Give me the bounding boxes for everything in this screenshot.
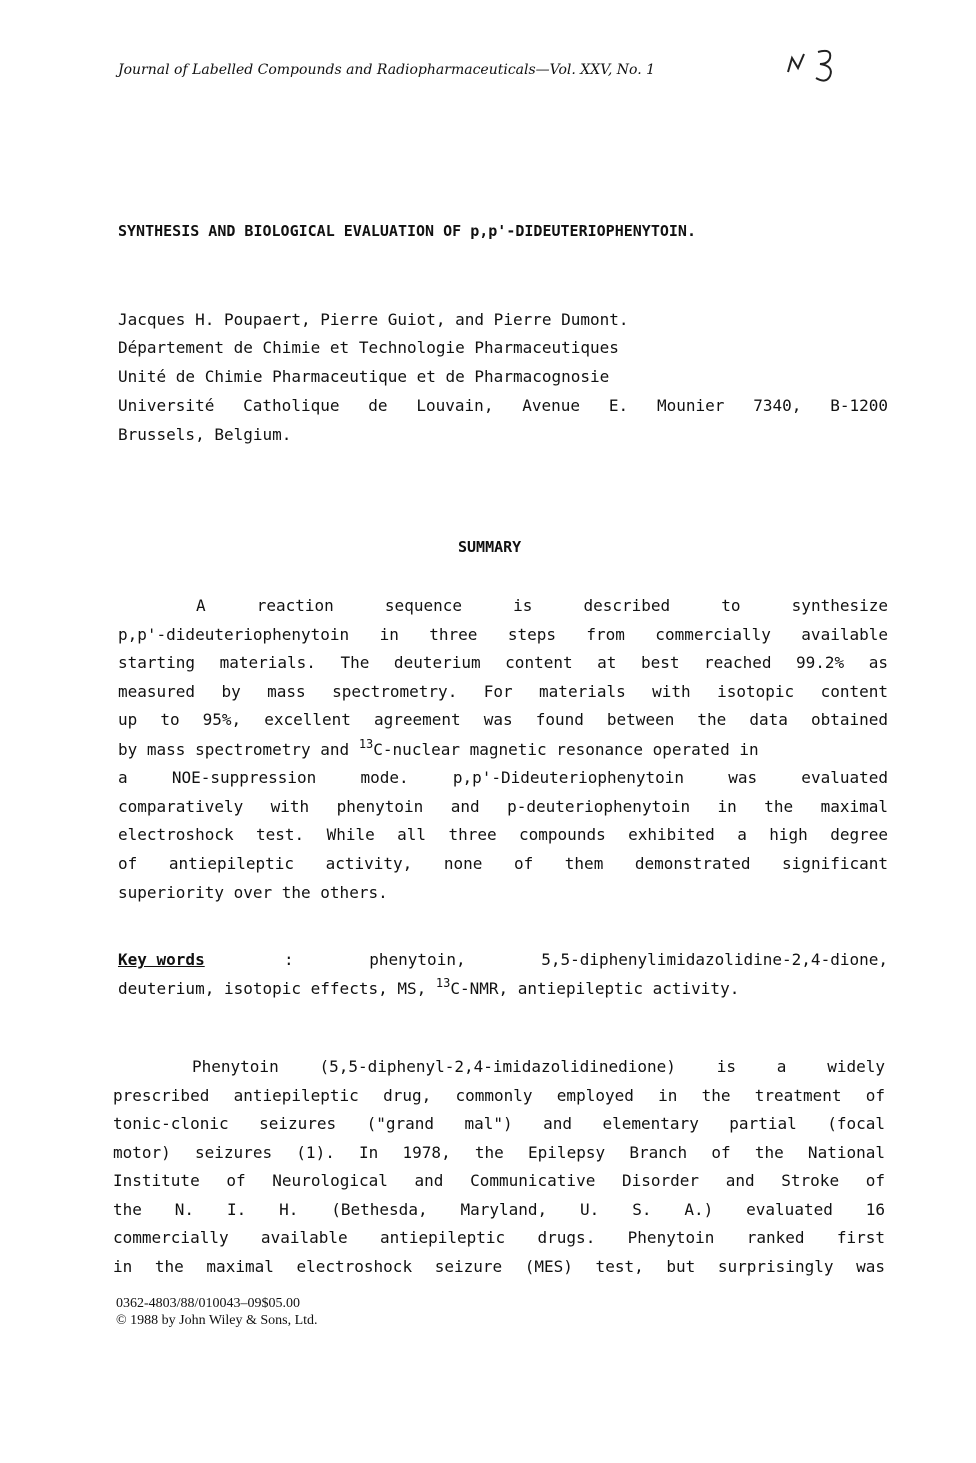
keywords-label: Key words [118,950,205,969]
summary-line: up to 95%, excellent agreement was found between the data obtained [118,710,888,729]
summary-line: a NOE-suppression mode. p,p'-Dideuteriophenytoin was evaluated [118,768,888,787]
body-line: the N. I. H. (Bethesda, Maryland, U. S. A.) evaluated 16 [113,1200,885,1219]
body-line: prescribed antiepileptic drug, commonly employed in the treatment of [113,1086,885,1105]
summary-line: of antiepileptic activity, none of them demonstrated significant [118,854,888,873]
body-line: commercially available antiepileptic drugs. Phenytoin ranked first [113,1228,885,1247]
paper-title: SYNTHESIS AND BIOLOGICAL EVALUATION OF p,p'-DIDEUTERIOPHENYTOIN. [118,222,696,240]
summary-line-isotope: by mass spectrometry and $^{13}$C-nuclear magnetic resonance operated in [118,737,759,759]
affiliation-line: Département de Chimie et Technologie Pharmaceutiques [118,338,619,357]
handwritten-page-number [782,44,842,84]
summary-line: electroshock test. While all three compounds exhibited a high degree [118,825,888,844]
affiliation-line: Université Catholique de Louvain, Avenue E. Mounier 7340, B-1200 [118,396,888,415]
footer-copyright: © 1988 by John Wiley & Sons, Ltd. [116,1313,318,1328]
body-line: Phenytoin (5,5-diphenyl-2,4-imidazolidinedione) is a widely [192,1057,885,1076]
body-line: tonic-clonic seizures ("grand mal") and elementary partial (focal [113,1114,885,1133]
summary-heading: SUMMARY [458,538,522,556]
summary-line: p,p'-dideuteriophenytoin in three steps from commercially available [118,625,888,644]
summary-line: comparatively with phenytoin and p-deuteriophenytoin in the maximal [118,797,888,816]
body-line: Institute of Neurological and Communicative Disorder and Stroke of [113,1171,885,1190]
keywords-line: : phenytoin, 5,5-diphenylimidazolidine-2,4-dione, [284,950,888,969]
affiliation-line: Brussels, Belgium. [118,425,292,444]
summary-line: superiority over the others. [118,883,388,902]
footer-code: 0362-4803/88/010043–09$05.00 [116,1296,300,1311]
summary-line: starting materials. The deuterium content at best reached 99.2% as [118,653,888,672]
affiliation-line: Unité de Chimie Pharmaceutique et de Pharmacognosie [118,367,610,386]
journal-header: Journal of Labelled Compounds and Radiopharmaceuticals—Vol. XXV, No. 1 [118,62,656,78]
body-line: in the maximal electroshock seizure (MES) test, but surprisingly was [113,1257,885,1276]
keywords-line: deuterium, isotopic effects, MS, $^{13}$C-NMR, antiepileptic activity. [118,976,740,998]
summary-line: A reaction sequence is described to synthesize [196,596,888,615]
summary-line: measured by mass spectrometry. For materials with isotopic content [118,682,888,701]
body-line: motor) seizures (1). In 1978, the Epilepsy Branch of the National [113,1143,885,1162]
author-names: Jacques H. Poupaert, Pierre Guiot, and Pierre Dumont. [118,310,629,329]
